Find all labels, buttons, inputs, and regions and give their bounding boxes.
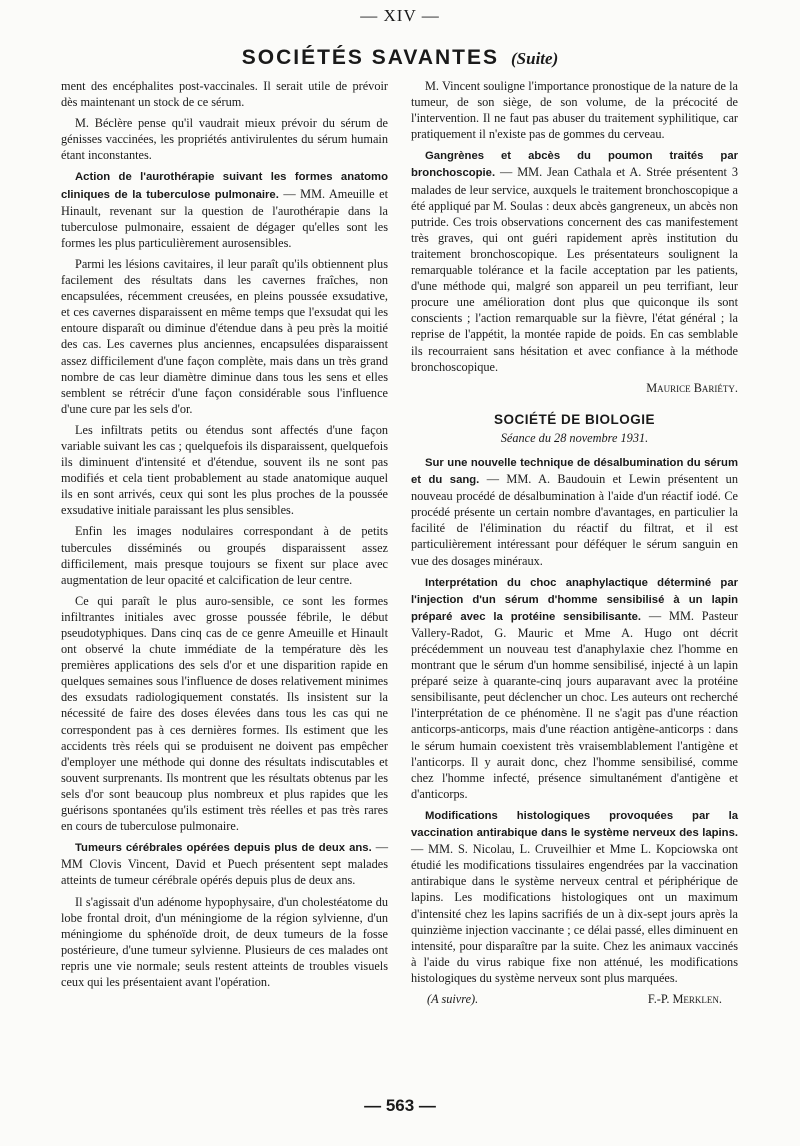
page-roman-numeral: — XIV — <box>360 6 440 25</box>
article-anaphylaxie <box>411 574 738 802</box>
paragraph: Parmi les lésions cavitaires, il leur paraît qu'ils obtiennent plus facilement des résultats dans les cavernes fraîches, non encapsulées, récemment creusées, en pleins poussée exsudative, et ces cavernes disparaissent en même temps que l'exsudat qui les entoure disparaît ou diminue d'étendue dans à peu près la moitié des cas. Les cavernes plus anciennes, encapsulées disparaissent assez difficilement d'une façon complète, mais dans un très grand nombre de cas leur diamètre diminue dans tous les sens et elles semblent se rétrécir d'une façon considérable sous l'influence d'une cure par les sels d'or. <box>61 256 388 416</box>
article-body: — MM. S. Nicolau, L. Cruveilhier et Mme L. Kopciowska ont étudié les modifications tissulaires engendrées par la vaccination antirabique dans le système nerveux central et périphérique de lapins. Les modifications histologiques ont un maximum d'intensité chez les lapins sacrifiés de un à dix-sept jours après la quinzième injection vaccinante ; ce délai passé, elles diminuent en intensité, pour disparaître par la suite. Chez les animaux vaccinés à l'aide du virus rabique fixe non atténué, les modifications histologiques du système nerveux sont plus marquées. <box>411 842 738 985</box>
to-be-continued: (A suivre). <box>427 991 479 1006</box>
session-date: Séance du 28 novembre 1931. <box>500 430 649 445</box>
article-heading: Tumeurs cérébrales opérées depuis plus de deux ans. <box>75 842 372 855</box>
left-column <box>61 78 388 995</box>
article-gangrenes <box>411 147 738 374</box>
article-aurotherapie <box>61 168 388 250</box>
article-vaccination <box>411 807 738 986</box>
article-body: — MM. Pasteur Vallery-Radot, G. Mauric et Mme A. Hugo ont décrit précédemment un nouveau test d'anaphylaxie chez l'homme en montrant que le sérum d'un homme sensibilisé, injecté à un lapin préparé seize à quarante-cinq jours auparavant avec la protéine sensibilisante, peut déclencher un choc. Les auteurs ont recherché l'interprétation de ce phénomène. Il ne s'agit pas d'une réaction anticorps-anticorps, mais d'une réaction antigène-anticorps : dans le sérum humain coexistent très vraisemblablement l'antigène et l'anticorps. Il y aurait donc, chez l'homme sensibilisé, comme chez l'homme infecté, présence simultanément d'antigène et d'anticorps. <box>411 608 738 801</box>
paragraph: Ce qui paraît le plus auro-sensible, ce sont les formes infiltrantes initiales avec grosse poussée fébrile, le début pseudotyphiques. Dans cinq cas de ce genre Ameuille et Hinault ont observé la chute immédiate de la température dès les premières applications des sels d'or et une disparition rapide en quelques semaines sous l'influence de doses relativement minimes des exsudats radiologiquement constatés. Ils insistent sur la nécessité de faire des doses élevées dans tous les cas qui ne correspondent pas à ces dernières formes. Ils estiment que les accidents très réels qui se produisent ne doivent pas empêcher d'employer une méthode qui donne des résultats indiscutables et souvent surprenants. Ils montrent que les résultats obtenus par les sels d'or sont beaucoup plus nombreux et plus rapides que les guérisons spontanées qu'ils estiment très réelles et pas très rares en cours de tuberculose pulmonaire. <box>61 593 388 834</box>
article-body: — MM. A. Baudouin et Lewin présentent un nouveau procédé de désalbumination à l'aide d'un réactif iodé. Ce procédé présente un certain nombre d'avantages, en particulier la facilité de l'élimination du réactif du filtrat, et il est particulièrement intéressant pour déféquer le sérum sanguin en vue des dosages minéraux. <box>411 472 738 568</box>
article-tumeurs <box>61 839 388 888</box>
paragraph: M. Vincent souligne l'importance pronostique de la nature de la tumeur, de son siège, de son volume, de la précocité de l'intervention. Il ne faut pas abuser du traitement syphilitique, car pratiquement il n'existe pas de gommes du cerveau. <box>411 79 738 142</box>
paragraph: Enfin les images nodulaires correspondant à de petits tubercules disséminés ou groupés disparaissent assez difficilement, mais presque toujours se fixent sur place avec augmentation de leur opacité et calcification de leur centre. <box>61 524 388 587</box>
page-number: — 563 — <box>364 1096 436 1115</box>
paragraph: M. Béclère pense qu'il vaudrait mieux prévoir du sérum de génisses vaccinées, les propriétés antivirulentes du sérum humain étant inconstantes. <box>61 116 388 163</box>
article-heading: Gangrènes et abcès du poumon traités par bronchoscopie. <box>411 150 738 180</box>
closing-line <box>411 991 738 1007</box>
article-heading: Modifications histologiques provoquées par la vaccination antirabique dans le système nerveux des lapins. <box>411 809 738 840</box>
signature: Maurice Bariéty. <box>646 380 738 395</box>
article-body: — MM. Jean Cathala et A. Strée présentent 3 malades de leur service, auxquels le traitement bronchoscopique a été appliqué par M. Soulas : deux abcès gangreneux, un abcès non putride. Ces trois observations concernent des cas manifestement très graves, qui ont guéri rapidement après institution du traitement bronchoscopique. Les présentateurs soulignent la remarquable tolérance et la facile acceptation par les patients, d'une méthode qui, malgré son appareil un peu terrifiant, leur procure une amélioration dont plus que quiconque ils sont conscients ; l'action remarquable sur la fièvre, l'état général ; la reprise de l'appétit, la montée rapide de poids. En cas semblable ils recourraient sans hésitation et avec confiance à la méthode bronchoscopique. <box>411 165 738 374</box>
article-body: — MM. Ameuille et Hinault, revenant sur la question de l'aurothérapie dans la tuberculose pulmonaire, essaient de dégager qu'elles sont les formes les plus particulièrement aurosensibles. <box>61 186 389 250</box>
article-body: — MM Clovis Vincent, David et Puech présentent sept malades atteints de tumeur cérébrale opérés depuis plus de deux ans. <box>61 840 388 888</box>
paragraph: Il s'agissait d'un adénome hypophysaire, d'un cholestéatome du lobe frontal droit, d'un méningiome de la région sylvienne, d'un méningiome du sphénoïde droit, de deux tumeurs de la fosse postérieure, d'une tumeur sylvienne. Plusieurs de ces malades ont repris une vie normale; seuls restent atteints de troubles visuels ceux qui les présentaient avant l'opération. <box>61 894 388 989</box>
section-title: SOCIÉTÉ DE BIOLOGIE <box>493 411 656 427</box>
article-heading: Sur une nouvelle technique de désalbumination du sérum et du sang. <box>411 456 738 487</box>
article-heading: Interprétation du choc anaphylactique déterminé par l'injection d'un sérum d'homme sensibilisé à un lapin préparé avec la protéine sensibilisante. <box>411 576 738 623</box>
title-main: SOCIÉTÉS SAVANTES <box>241 46 500 69</box>
paragraph: Les infiltrats petits ou étendus sont affectés d'une façon variable suivant les cas ; quelquefois ils disparaissent, quelquefois ils diminuent d'intensité et d'étendue, souvent ils ne sont pas modifiés et cela tient probablement au stade anatomique auquel ils en sont arrivés, ceux qui sont les plus proches de la poussée exsudative initiale paraissant les plus sensibles. <box>61 422 388 518</box>
paragraph: ment des encéphalites post-vaccinales. Il serait utile de prévoir dès maintenant un stock de ce sérum. <box>61 79 388 110</box>
article-desalbumination <box>411 454 738 569</box>
signature: F.-P. Merklen. <box>647 991 722 1006</box>
page-title <box>0 46 800 72</box>
article-heading: Action de l'aurothérapie suivant les formes anatomo cliniques de la tuberculose pulmonaire. <box>61 171 388 201</box>
right-column <box>411 78 738 1007</box>
title-suffix: (Suite) <box>511 49 559 68</box>
